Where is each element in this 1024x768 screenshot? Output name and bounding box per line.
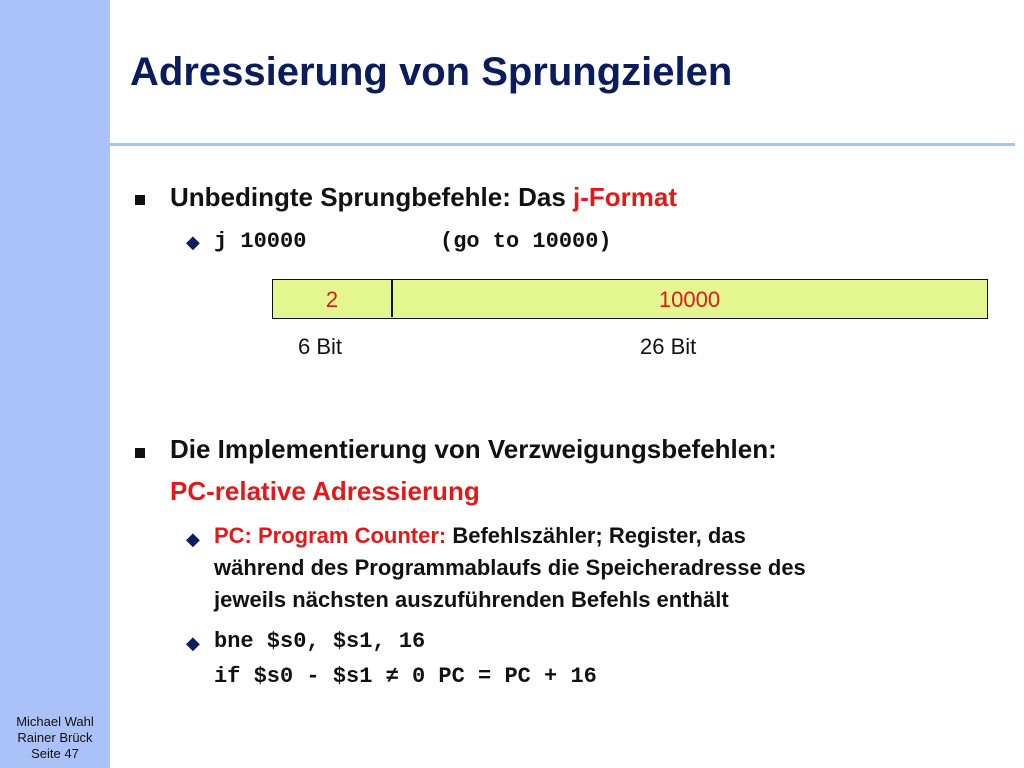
pc-term: PC: Program Counter: bbox=[214, 523, 447, 548]
address-field: 10000 bbox=[658, 287, 721, 312]
code-bne-instruction: bne $s0, $s1, 16 bbox=[214, 629, 426, 654]
opcode-bits-label: 6 Bit bbox=[298, 334, 343, 359]
bullet-jformat bbox=[170, 182, 677, 213]
code-jump-instruction: j 10000 bbox=[214, 229, 307, 254]
sidebar-stripe bbox=[0, 0, 110, 768]
bullet-jformat-text: Unbedingte Sprungbefehle: Das bbox=[170, 182, 574, 212]
bullet-jformat-highlight: j-Format bbox=[573, 182, 678, 212]
bullet-branch-subheading: PC-relative Adressierung bbox=[170, 476, 480, 506]
square-bullet-icon bbox=[135, 448, 145, 458]
footer-author-1: Michael Wahl bbox=[16, 714, 94, 729]
footer-page-number: Seite 47 bbox=[31, 746, 79, 761]
slide-footer bbox=[0, 714, 110, 762]
footer-author-2: Rainer Brück bbox=[17, 730, 93, 745]
j-format-box bbox=[272, 279, 988, 319]
pc-definition-line1: Befehlszähler; Register, das bbox=[446, 523, 746, 548]
bullet-branch-heading: Die Implementierung von Verzweigungsbefehlen: bbox=[170, 434, 777, 464]
code-jump-comment: (go to 10000) bbox=[440, 229, 612, 254]
square-bullet-icon bbox=[135, 195, 145, 205]
pc-definition bbox=[214, 520, 1004, 616]
pc-definition-line2: während des Programmablaufs die Speicheradresse des bbox=[214, 555, 806, 580]
address-bits-label: 26 Bit bbox=[640, 334, 697, 359]
slide-title: Adressierung von Sprungzielen bbox=[130, 50, 733, 94]
title-divider bbox=[0, 143, 1015, 146]
pc-definition-line3: jeweils nächsten auszuführenden Befehls enthält bbox=[214, 587, 729, 612]
diamond-bullet-icon: ◆ bbox=[186, 633, 200, 653]
diamond-bullet-icon: ◆ bbox=[186, 529, 200, 549]
diamond-bullet-icon: ◆ bbox=[186, 232, 200, 252]
opcode-field: 2 bbox=[325, 287, 339, 312]
code-bne-semantics: if $s0 - $s1 ≠ 0 PC = PC + 16 bbox=[214, 664, 597, 689]
